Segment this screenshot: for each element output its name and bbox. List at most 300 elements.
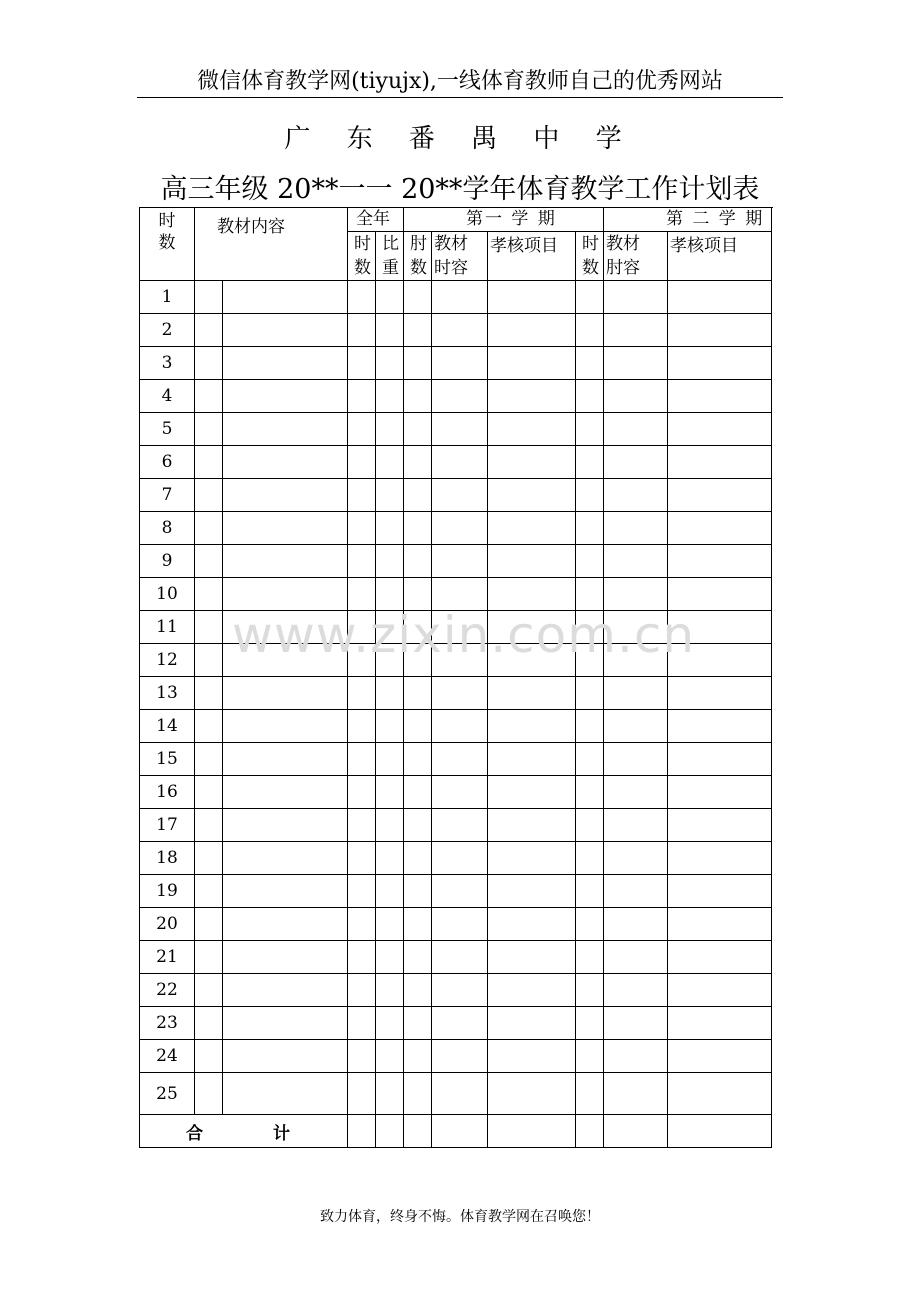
table-cell — [348, 776, 376, 809]
table-cell — [432, 1007, 488, 1040]
table-cell — [668, 875, 772, 908]
row-number: 16 — [140, 776, 195, 809]
table-cell — [195, 413, 223, 446]
table-cell — [488, 413, 576, 446]
table-cell — [348, 809, 376, 842]
table-cell — [668, 908, 772, 941]
table-cell — [488, 1040, 576, 1073]
table-cell — [376, 677, 404, 710]
table-cell — [668, 776, 772, 809]
table-cell — [432, 479, 488, 512]
table-cell — [195, 1007, 223, 1040]
total-row — [140, 1115, 772, 1148]
table-row — [140, 644, 772, 677]
table-cell — [348, 512, 376, 545]
table-cell — [195, 974, 223, 1007]
table-cell — [576, 776, 604, 809]
table-cell — [223, 545, 348, 578]
table-cell — [376, 809, 404, 842]
table-row — [140, 776, 772, 809]
table-cell — [604, 347, 668, 380]
table-cell — [404, 776, 432, 809]
table-cell — [488, 1073, 576, 1115]
row-number: 18 — [140, 842, 195, 875]
sub-jiaocai-t1: 教材 时容 — [432, 232, 488, 281]
table-cell — [488, 809, 576, 842]
table-row — [140, 611, 772, 644]
table-cell — [668, 1040, 772, 1073]
table-cell — [376, 446, 404, 479]
table-cell — [576, 446, 604, 479]
row-number: 10 — [140, 578, 195, 611]
table-cell — [376, 743, 404, 776]
table-cell — [488, 710, 576, 743]
table-cell — [432, 908, 488, 941]
table-cell — [488, 743, 576, 776]
table-cell — [432, 710, 488, 743]
table-cell — [376, 578, 404, 611]
table-cell — [376, 941, 404, 974]
table-cell — [195, 1073, 223, 1115]
table-cell — [223, 908, 348, 941]
table-cell — [404, 941, 432, 974]
table-cell — [376, 974, 404, 1007]
table-cell — [404, 974, 432, 1007]
table-cell — [604, 974, 668, 1007]
table-cell — [576, 842, 604, 875]
table-cell — [223, 743, 348, 776]
table-cell — [668, 314, 772, 347]
row-number: 22 — [140, 974, 195, 1007]
table-cell — [195, 611, 223, 644]
table-cell — [432, 380, 488, 413]
table-cell — [404, 380, 432, 413]
table-cell — [576, 413, 604, 446]
table-cell — [376, 347, 404, 380]
table-cell — [576, 611, 604, 644]
table-cell — [576, 809, 604, 842]
table-cell — [432, 776, 488, 809]
table-cell — [376, 875, 404, 908]
table-cell — [404, 512, 432, 545]
table-row — [140, 941, 772, 974]
total-label — [140, 1115, 348, 1148]
table-cell — [488, 908, 576, 941]
table-cell — [223, 677, 348, 710]
table-cell — [604, 644, 668, 677]
table-cell — [223, 446, 348, 479]
table-row — [140, 809, 772, 842]
table-cell — [404, 908, 432, 941]
table-cell — [195, 281, 223, 314]
table-cell — [604, 512, 668, 545]
table-cell — [223, 578, 348, 611]
table-cell — [576, 875, 604, 908]
table-cell — [404, 545, 432, 578]
table-cell — [223, 512, 348, 545]
table-cell — [348, 842, 376, 875]
table-cell — [668, 677, 772, 710]
table-cell — [404, 281, 432, 314]
sub-shishu-t1: 肘 数 — [404, 232, 432, 281]
table-cell — [376, 380, 404, 413]
table-cell — [376, 908, 404, 941]
table-cell — [576, 545, 604, 578]
table-cell — [404, 677, 432, 710]
table-cell — [348, 578, 376, 611]
table-cell — [432, 545, 488, 578]
table-cell — [195, 743, 223, 776]
table-cell — [432, 809, 488, 842]
sub-kaohe-t2: 孝核项目 — [668, 232, 772, 281]
table-cell — [432, 941, 488, 974]
table-cell — [195, 479, 223, 512]
row-number: 11 — [140, 611, 195, 644]
table-row — [140, 875, 772, 908]
table-cell — [404, 578, 432, 611]
table-cell — [604, 611, 668, 644]
table-cell — [668, 611, 772, 644]
total-cell — [668, 1115, 772, 1148]
table-row — [140, 1007, 772, 1040]
table-cell — [488, 479, 576, 512]
table-row — [140, 1073, 772, 1115]
table-cell — [576, 677, 604, 710]
table-cell — [432, 446, 488, 479]
table-cell — [604, 380, 668, 413]
table-cell — [432, 413, 488, 446]
plan-table — [139, 207, 772, 1148]
table-cell — [488, 1007, 576, 1040]
table-cell — [604, 710, 668, 743]
row-number: 23 — [140, 1007, 195, 1040]
table-cell — [488, 941, 576, 974]
table-cell — [348, 644, 376, 677]
table-cell — [488, 281, 576, 314]
table-cell — [223, 413, 348, 446]
total-cell — [348, 1115, 376, 1148]
row-number: 4 — [140, 380, 195, 413]
table-row — [140, 479, 772, 512]
total-cell — [432, 1115, 488, 1148]
row-number: 25 — [140, 1073, 195, 1115]
table-cell — [376, 314, 404, 347]
table-row — [140, 677, 772, 710]
table-cell — [376, 644, 404, 677]
row-number: 13 — [140, 677, 195, 710]
table-cell — [604, 314, 668, 347]
table-row — [140, 545, 772, 578]
table-cell — [223, 1073, 348, 1115]
table-cell — [376, 479, 404, 512]
table-cell — [195, 545, 223, 578]
table-cell — [348, 479, 376, 512]
table-cell — [348, 380, 376, 413]
table-cell — [348, 974, 376, 1007]
table-cell — [668, 380, 772, 413]
table-cell — [488, 875, 576, 908]
table-cell — [348, 347, 376, 380]
row-number: 17 — [140, 809, 195, 842]
table-cell — [668, 644, 772, 677]
table-cell — [432, 611, 488, 644]
table-cell — [604, 743, 668, 776]
table-cell — [668, 347, 772, 380]
table-cell — [195, 710, 223, 743]
table-cell — [576, 743, 604, 776]
table-row — [140, 347, 772, 380]
table-cell — [604, 479, 668, 512]
table-cell — [604, 578, 668, 611]
header-shishu-b: 数 — [158, 233, 176, 253]
sub-kaohe-t1: 孝核项目 — [488, 232, 576, 281]
table-cell — [604, 1007, 668, 1040]
table-row — [140, 974, 772, 1007]
row-number: 6 — [140, 446, 195, 479]
table-cell — [404, 1007, 432, 1040]
table-cell — [195, 1040, 223, 1073]
table-cell — [195, 908, 223, 941]
table-cell — [604, 842, 668, 875]
table-cell — [668, 578, 772, 611]
table-cell — [576, 314, 604, 347]
table-cell — [223, 776, 348, 809]
header-content: 教材内容 — [195, 208, 348, 281]
table-cell — [432, 1040, 488, 1073]
table-cell — [488, 380, 576, 413]
table-cell — [488, 974, 576, 1007]
table-cell — [488, 842, 576, 875]
total-cell — [488, 1115, 576, 1148]
table-cell — [668, 941, 772, 974]
table-row — [140, 413, 772, 446]
table-cell — [488, 578, 576, 611]
table-cell — [404, 1073, 432, 1115]
table-cell — [604, 413, 668, 446]
table-cell — [488, 611, 576, 644]
table-cell — [432, 743, 488, 776]
table-cell — [604, 1073, 668, 1115]
row-number: 1 — [140, 281, 195, 314]
table-cell — [376, 281, 404, 314]
total-cell — [576, 1115, 604, 1148]
table-cell — [376, 1007, 404, 1040]
row-number: 12 — [140, 644, 195, 677]
table-cell — [576, 710, 604, 743]
header-term2: 第 二 学 期 — [604, 208, 772, 232]
row-number: 5 — [140, 413, 195, 446]
table-row — [140, 1040, 772, 1073]
table-cell — [195, 512, 223, 545]
sub-jiaocai-t2: 教材 肘容 — [604, 232, 668, 281]
row-number: 15 — [140, 743, 195, 776]
table-cell — [404, 413, 432, 446]
table-cell — [223, 710, 348, 743]
table-cell — [195, 314, 223, 347]
table-row — [140, 281, 772, 314]
table-cell — [576, 512, 604, 545]
table-cell — [195, 446, 223, 479]
table-cell — [223, 314, 348, 347]
table-cell — [432, 281, 488, 314]
table-cell — [432, 347, 488, 380]
table-cell — [432, 512, 488, 545]
table-cell — [376, 776, 404, 809]
table-cell — [668, 479, 772, 512]
table-cell — [432, 875, 488, 908]
table-cell — [604, 809, 668, 842]
table-row — [140, 446, 772, 479]
sub-shishu: 时 数 — [348, 232, 376, 281]
table-row — [140, 842, 772, 875]
table-cell — [348, 314, 376, 347]
row-number: 24 — [140, 1040, 195, 1073]
table-cell — [576, 380, 604, 413]
table-cell — [488, 512, 576, 545]
table-cell — [223, 941, 348, 974]
table-cell — [376, 842, 404, 875]
header-term1: 第一 学 期 — [404, 208, 604, 232]
table-cell — [223, 611, 348, 644]
table-cell — [404, 710, 432, 743]
footer: 致力体育，终身不悔。体育教学网在召唤您！ — [320, 1209, 600, 1225]
table-cell — [348, 941, 376, 974]
sub-shishu-t2: 时 数 — [576, 232, 604, 281]
row-number: 19 — [140, 875, 195, 908]
plan-title: 高三年级 20**一一 20**学年体育教学工作计划表 — [160, 174, 760, 205]
row-number: 21 — [140, 941, 195, 974]
table-cell — [668, 743, 772, 776]
watermark: www.zixin.com.cn — [232, 606, 696, 664]
table-cell — [195, 875, 223, 908]
row-number: 3 — [140, 347, 195, 380]
table-cell — [668, 545, 772, 578]
table-cell — [348, 281, 376, 314]
table-cell — [576, 644, 604, 677]
table-cell — [404, 644, 432, 677]
table-cell — [488, 545, 576, 578]
table-cell — [376, 413, 404, 446]
table-row — [140, 710, 772, 743]
table-cell — [432, 314, 488, 347]
table-cell — [195, 776, 223, 809]
table-cell — [668, 281, 772, 314]
table-cell — [488, 347, 576, 380]
table-cell — [432, 578, 488, 611]
table-cell — [604, 776, 668, 809]
table-cell — [576, 578, 604, 611]
row-number: 2 — [140, 314, 195, 347]
table-row — [140, 380, 772, 413]
table-cell — [223, 281, 348, 314]
table-cell — [576, 941, 604, 974]
table-cell — [223, 809, 348, 842]
school-name: 广 东 番 禺 中 学 — [284, 124, 636, 154]
table-cell — [404, 479, 432, 512]
total-cell — [604, 1115, 668, 1148]
table-cell — [576, 1007, 604, 1040]
row-number: 9 — [140, 545, 195, 578]
table-cell — [348, 875, 376, 908]
table-cell — [432, 842, 488, 875]
table-cell — [348, 1073, 376, 1115]
table-cell — [576, 281, 604, 314]
table-cell — [404, 314, 432, 347]
table-cell — [668, 446, 772, 479]
table-cell — [223, 842, 348, 875]
table-cell — [668, 809, 772, 842]
table-cell — [348, 446, 376, 479]
table-cell — [348, 413, 376, 446]
table-cell — [195, 941, 223, 974]
table-cell — [376, 611, 404, 644]
table-cell — [576, 1040, 604, 1073]
table-cell — [576, 479, 604, 512]
table-cell — [604, 281, 668, 314]
table-cell — [604, 875, 668, 908]
table-cell — [432, 677, 488, 710]
table-cell — [576, 1073, 604, 1115]
table-cell — [223, 380, 348, 413]
row-number: 20 — [140, 908, 195, 941]
table-cell — [376, 1073, 404, 1115]
table-cell — [404, 809, 432, 842]
table-cell — [432, 1073, 488, 1115]
table-cell — [668, 974, 772, 1007]
header-shishu — [140, 208, 195, 281]
total-label-a: 合 — [186, 1123, 203, 1144]
table-cell — [604, 545, 668, 578]
table-cell — [576, 347, 604, 380]
total-label-b: 计 — [273, 1123, 290, 1144]
table-cell — [404, 1040, 432, 1073]
table-cell — [668, 413, 772, 446]
table-cell — [488, 446, 576, 479]
table-cell — [195, 578, 223, 611]
table-row — [140, 578, 772, 611]
table-cell — [576, 908, 604, 941]
table-cell — [404, 842, 432, 875]
table-row — [140, 908, 772, 941]
table-cell — [604, 446, 668, 479]
table-cell — [668, 710, 772, 743]
total-cell — [404, 1115, 432, 1148]
table-cell — [604, 908, 668, 941]
table-cell — [404, 611, 432, 644]
table-cell — [376, 545, 404, 578]
table-cell — [488, 314, 576, 347]
table-cell — [404, 347, 432, 380]
table-cell — [195, 347, 223, 380]
table-cell — [223, 974, 348, 1007]
table-cell — [195, 644, 223, 677]
table-cell — [668, 1073, 772, 1115]
table-cell — [223, 1007, 348, 1040]
table-cell — [604, 1040, 668, 1073]
table-cell — [348, 545, 376, 578]
table-cell — [404, 743, 432, 776]
table-cell — [348, 677, 376, 710]
header-shishu-a: 时 — [158, 211, 176, 231]
table-cell — [223, 1040, 348, 1073]
table-cell — [348, 1007, 376, 1040]
row-number: 7 — [140, 479, 195, 512]
total-cell — [376, 1115, 404, 1148]
row-number: 8 — [140, 512, 195, 545]
table-cell — [376, 512, 404, 545]
table-cell — [404, 875, 432, 908]
table-row — [140, 743, 772, 776]
